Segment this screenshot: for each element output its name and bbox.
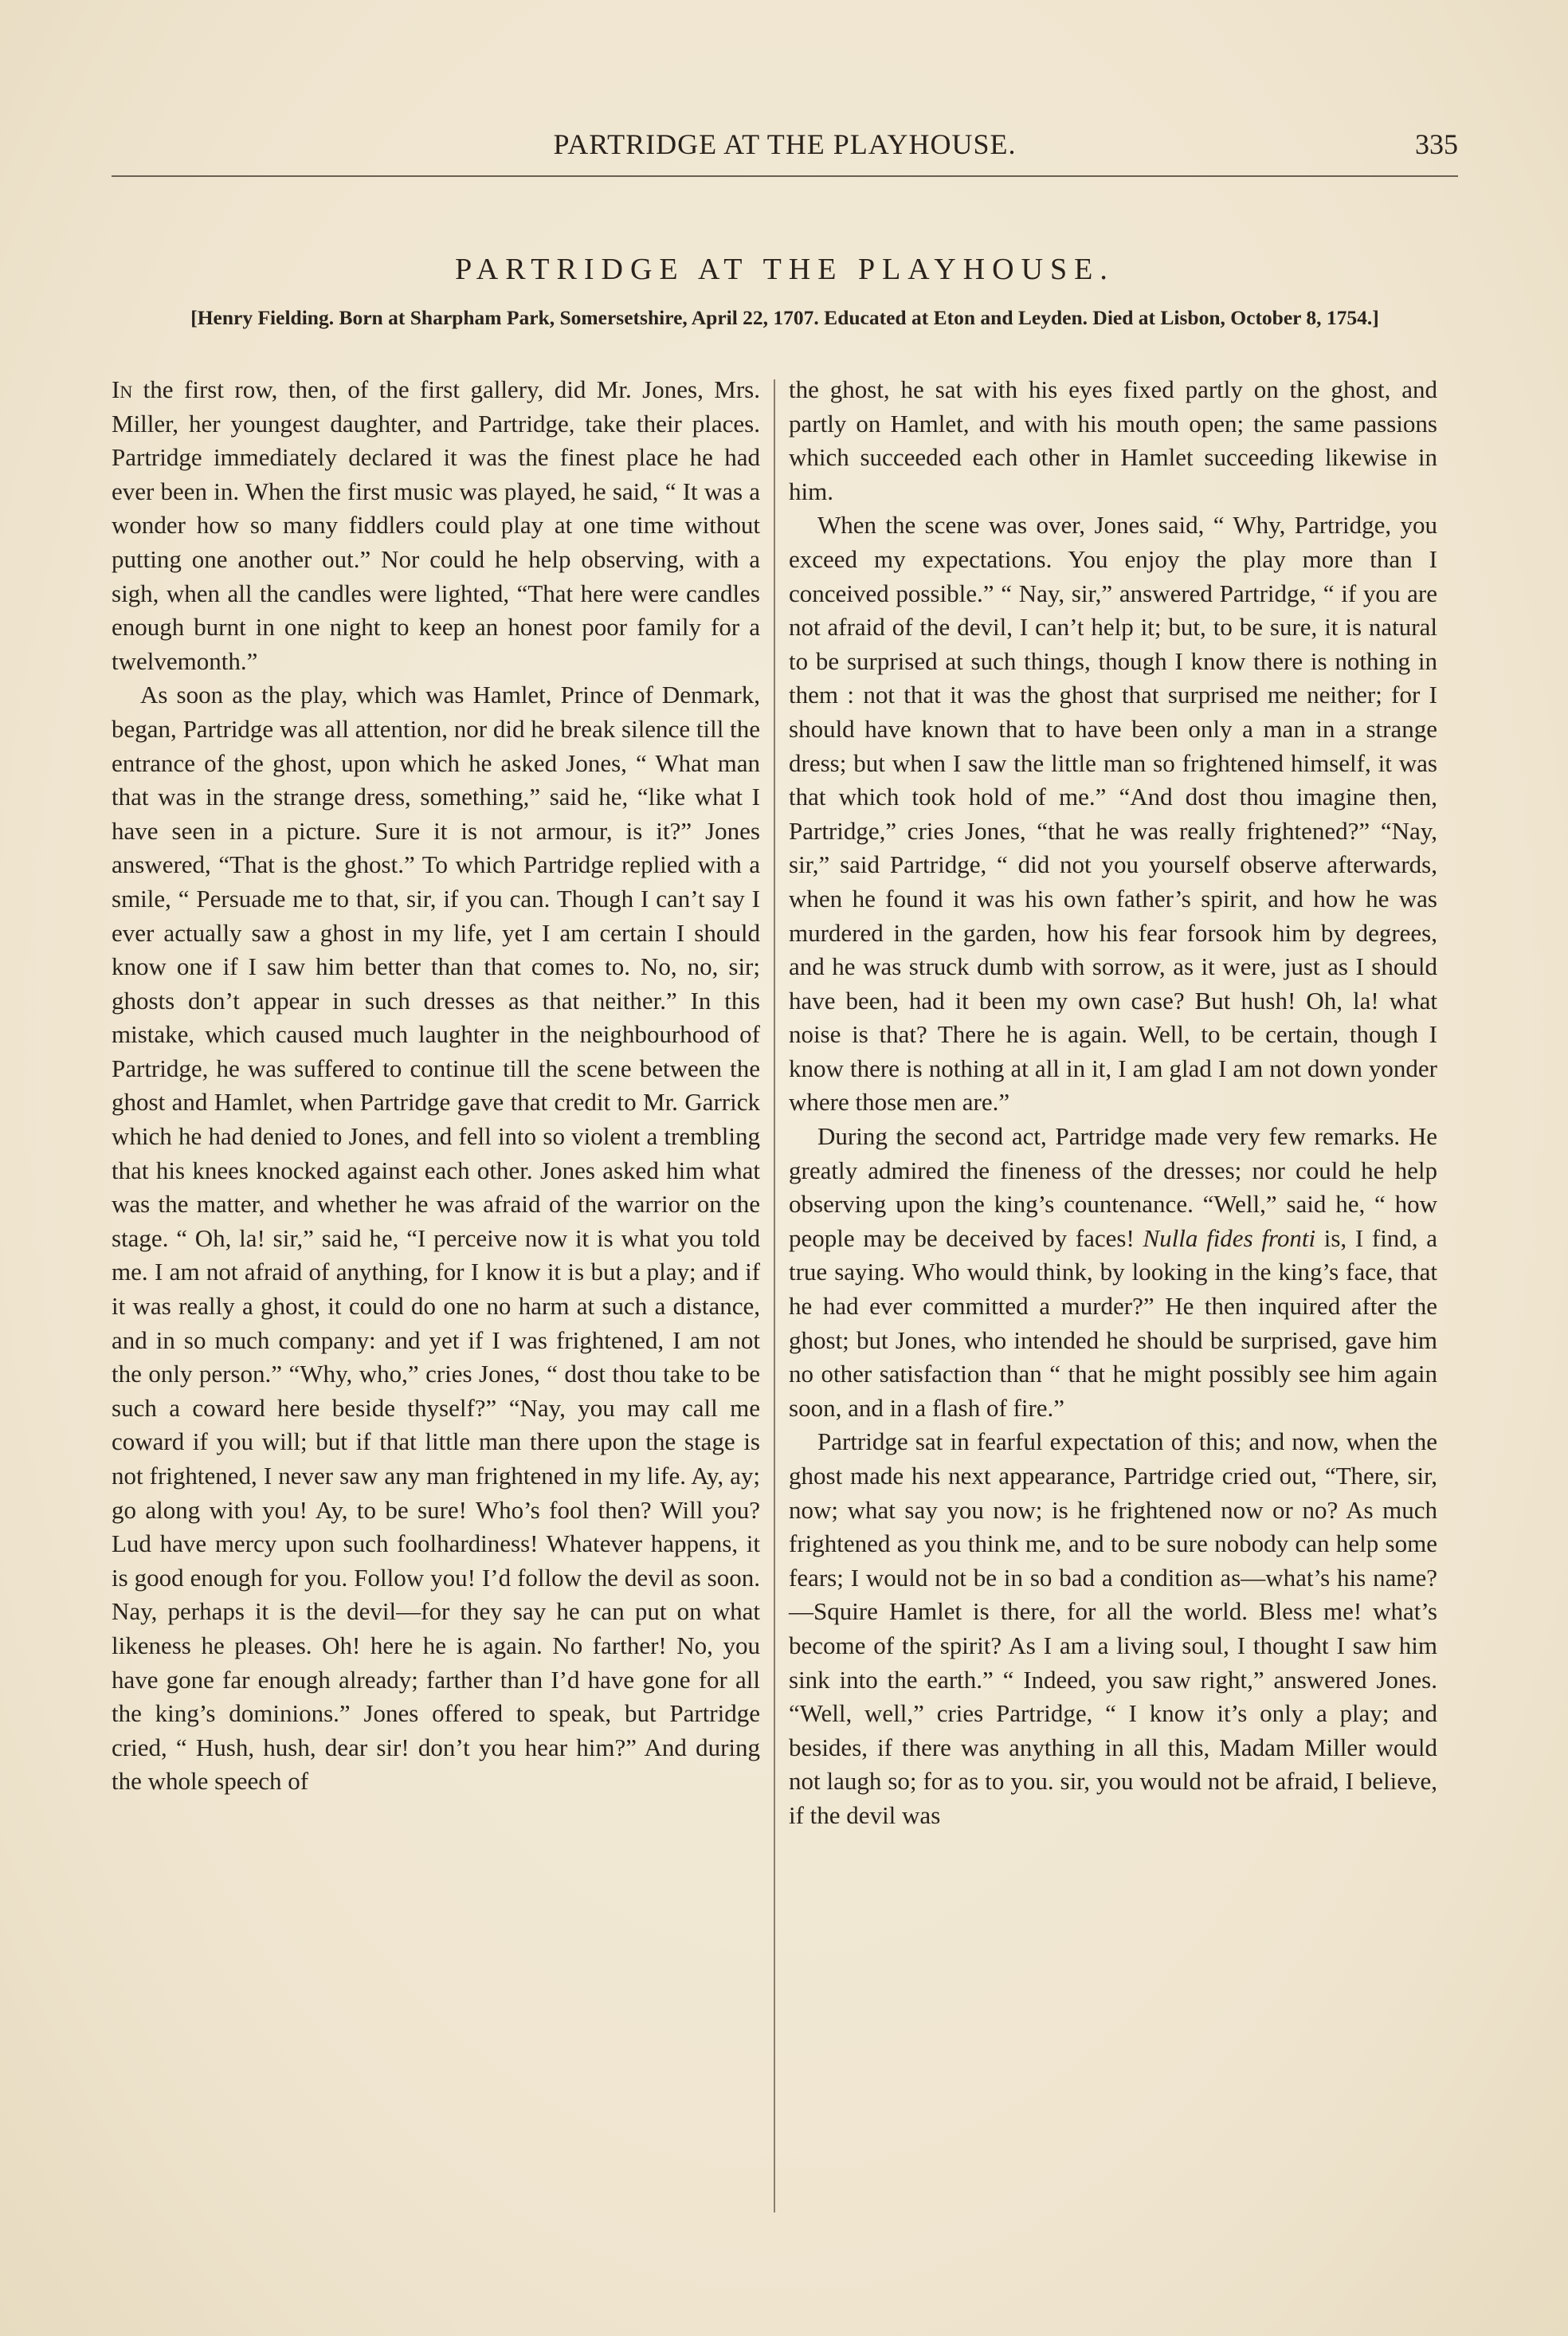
author-bio-note: [Henry Fielding. Born at Sharpham Park, Somersetshire, April 22, 1707. Educated at Eton and Leyden. Died at Lisbon, October 8, 1754.] xyxy=(190,306,1379,329)
paragraph xyxy=(112,373,760,678)
paragraph-text: is, I find, a true saying. Who would think, by looking in the king’s face, that he had ever committed a murder?” He then inquired after the ghost; but Jones, who intended he should be surprised, gave him no other satisfaction than “ that he might possibly see him again soon, and in a flash of fire.” xyxy=(789,1223,1438,1422)
paragraph: As soon as the play, which was Hamlet, Prince of Denmark, began, Partridge was all attention, nor did he break silence till the entrance of the ghost, upon which he asked Jones, “ What man that was in the strange dress, something,” said he, “like what I have seen in a picture. Sure it is not armour, is it?” Jones answered, “That is the ghost.” To which Partridge replied with a smile, “ Persuade me to that, sir, if you can. Though I can’t say I ever actually saw a ghost in my life, yet I am certain I should know one if I saw him better than that comes to. No, no, sir; ghosts don’t appear in such dresses as that neither.” In this mistake, which caused much laughter in the neighbourhood of Partridge, he was suffered to continue till the scene between the ghost and Hamlet, when Partridge gave that credit to Mr. Garrick which he had denied to Jones, and fell into so violent a trembling that his knees knocked against each other. Jones asked him what was the matter, and whether he was afraid of the warrior on the stage. “ Oh, la! sir,” said he, “I perceive now it is what you told me. I am not afraid of anything, for I know it is but a play; and if it was really a ghost, it could do one no harm at such a distance, and in so much company: and yet if I was frightened, I am not the only person.” “Why, who,” cries Jones, “ dost thou take to be such a coward here beside thyself?” “Nay, you may call me coward if you will; but if that little man there upon the stage is not frightened, I never saw any man frightened in my life. Ay, ay; go along with you! Ay, to be sure! Who’s fool then? Will you? Lud have mercy upon such foolhardiness! Whatever happens, it is good enough for you. Follow you! I’d follow the devil as soon. Nay, perhaps it is the devil—for they say he can put on what likeness he pleases. Oh! here he is again. No farther! No, you have gone far enough already; farther than I’d have gone for all the king’s dominions.” Jones offered to speak, but Partridge cried, “ Hush, hush, dear sir! don’t you hear him?” And during the whole speech of xyxy=(112,681,760,1796)
column-divider xyxy=(774,379,775,2212)
running-title: PARTRIDGE AT THE PLAYHOUSE. xyxy=(553,128,1017,160)
header-rule xyxy=(112,175,1458,177)
paragraph-text: the first row, then, of the first gallery, did Mr. Jones, Mrs. Miller, her youngest daughter, and Partridge, take their places. Partridge immediately declared it was the finest place he had ever been in. When the first music was played, he said, “ It was a wonder how so many fiddlers could play at one time without putting one another out.” Nor could he help observing, with a sigh, when all the candles were lighted, “That here were candles enough burnt in one night to keep an honest poor family for a twelvemonth.” xyxy=(112,375,760,675)
paragraph: Partridge sat in fearful expectation of this; and now, when the ghost made his next appearance, Partridge cried out, “There, sir, now; what say you now; is he frightened now or no? As much frightened as you think me, and to be sure nobody can help some fears; I would not be in so bad a condition as—what’s his name?—Squire Hamlet is there, for all the world. Bless me! what’s become of the spirit? As I am a living soul, I thought I saw him sink into the earth.” “ Indeed, you saw right,” answered Jones. “Well, well,” cries Partridge, “ I know it’s only a play; and besides, if there was anything in all this, Madam Miller would not laugh so; for as to you. sir, you would not be afraid, I believe, if the devil was xyxy=(789,1427,1437,1829)
paragraph xyxy=(789,1120,1437,1425)
paragraph-text: During the second act, Partridge made very few remarks. He greatly admired the fineness of the dresses; nor could he help observing upon the king’s countenance. “Well,” said he, “ how people may be deceived by faces! xyxy=(789,1122,1437,1252)
running-head xyxy=(112,128,1458,167)
paragraph: When the scene was over, Jones said, “ Why, Partridge, you exceed my expectations. You enjoy the play more than I conceived possible.” “ Nay, sir,” answered Partridge, “ if you are not afraid of the devil, I can’t help it; but, to be sure, it is natural to be surprised at such things, though I know there is nothing in them : not that it was the ghost that surprised me neither; for I should have known that to have been only a man in a strange dress; but when I saw the little man so frightened himself, it was that which took hold of me.” “And dost thou imagine then, Partridge,” cries Jones, “that he was really frightened?” “Nay, sir,” said Partridge, “ did not you yourself observe afterwards, when he found it was his own father’s spirit, and how he was murdered in the garden, how his fear forsook him by degrees, and he was struck dumb with sorrow, as it were, just as I should have been, had it been my own case? But hush! Oh, la! what noise is that? There he is again. Well, to be certain, though I know there is nothing at all in it, I am glad I am not down yonder where those men are.” xyxy=(789,511,1437,1117)
right-column xyxy=(789,373,1437,1833)
paragraph: the ghost, he sat with his eyes fixed partly on the ghost, and partly on Hamlet, and with his mouth open; the same passions which succeeded each other in Hamlet succeeding likewise in him. xyxy=(789,375,1437,505)
left-column xyxy=(112,373,760,1799)
chapter-title: PARTRIDGE AT THE PLAYHOUSE. xyxy=(455,253,1115,286)
page-number: 335 xyxy=(1415,128,1458,160)
latin-phrase: Nulla fides fronti xyxy=(1143,1223,1316,1252)
drop-lead-word: In xyxy=(112,375,133,403)
